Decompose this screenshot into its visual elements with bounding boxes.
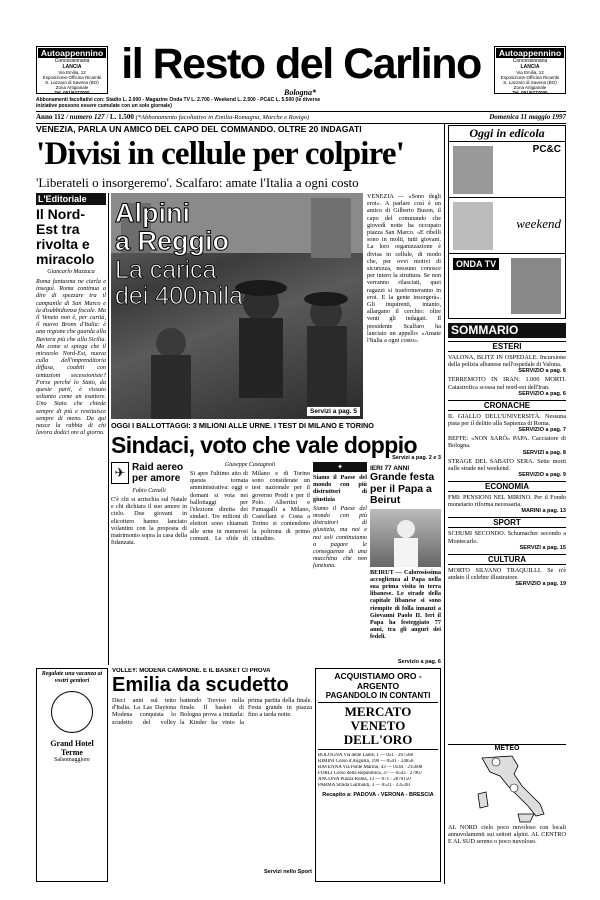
ad-right-brand: LANCIA (520, 64, 540, 70)
terme-line: vostri genitori (54, 678, 90, 684)
election-body: Si apre l'ultimo atto di questa tornata amministrativa: oggi e domani si vota nei ballottaggi per l'elezione diretta dei sindaci. Tre milioni di elettori sono chiamati alle urne in numerosi comuni. Le sfide di Milano e di Torino sono considerate un test nazionale per il governo Prodi e per il Polo. Albertini e Fumagalli a Milano, Castellani e Costa a Torino si contendono la poltrona di primo cittadino. (190, 470, 310, 542)
terme-line: Regalate una vacanza ai (41, 671, 103, 677)
election-headline: Sindaci, voto che vale doppio (111, 432, 417, 458)
sommario-item-ref: SERVIZI a pag. 15 (519, 544, 566, 551)
terme-logo (51, 691, 93, 733)
lead-body: VENEZIA — «Sono degli eroi». A parlare così è un amico di Gilberto Buson, il capo del commando che giovedì notte ha occupato piazza San Marco. «E ribelli sono in molti, tutti giovani. La loro organizzazione è divisa in cellule, di modo che, per ovvi motivi di sicurezza, nessuno conosce per intero la struttura. Se non verranno rilasciati, quei ragazzi si trasformeranno in eroi. E la gente insorgerà». Gli inquirenti, intanto, allargano il cerchio: oltre venti gli indagati. Il presidente Scalfaro ha lanciato un appello: «Amate l'Italia a ogni costo». (367, 193, 441, 345)
ad-right-line: Esposizione-Officina Ricambi (500, 75, 560, 80)
editorial (36, 193, 106, 665)
gold-store: FORLÌ Corso della Repubblica, 37 — 0543 · 27967 (318, 771, 423, 776)
issue-date: Domenica 11 maggio 1997 (489, 113, 566, 121)
issue-year: Anno 112 (36, 113, 65, 121)
volley-story (112, 668, 312, 882)
love-body: C'è chi si arrischia sul Natale e chi dichiara il suo amore in cielo. Due giovani in elicottero hanno lanciato volantini con la proposta di matrimonio sopra la casa della fidanzata. (111, 496, 187, 547)
lead-kicker: VENEZIA, PARLA UN AMICO DEL CAPO DEL COMMANDO. OLTRE 20 INDAGATI (36, 124, 362, 134)
ad-left-line: Tel. 051/6277000 (54, 90, 90, 95)
sommario-section-title: ESTERI (448, 341, 566, 352)
photo-caption-3: La carica (115, 256, 217, 284)
promo-cover (453, 146, 493, 194)
edition-city: Bologna* (283, 88, 316, 97)
subscription-line: Abbonamenti facoltativi con: Stadio L. 2.000 - Magazine Onda TV L. 2.700 - Weekend L. 2.500 - PC&C L. 5.500 (le diverse iniziative possono essere cumulate con un solo giornale) (36, 97, 321, 109)
election-story (190, 462, 310, 664)
editorial-author: Giancarlo Mazzuca (47, 269, 95, 275)
volley-body: Dieci anni sul tetto d'Italia. La Las Daytona Modena conquista lo scudetto del volley battendo Treviso nella finale. Il basket di Bologna prova a imitarla: la Kinder ha vinto la prima partita della finale. Festa grande in piazza fino a tarda notte. (112, 697, 312, 726)
sommario-item-ref: SERVIZIO a pag. 6 (518, 368, 566, 375)
promo-box (448, 125, 566, 319)
editorial-body: Roma fantasma ne ciarla e inseguì. Roma continua a dire di spezzare tra il campanile di San Marco e la disubbidienza fiscale. Ma il Veneto non è, per carità, il nuovo Bronx d'Italia: è una regione che guarda alla Baviera più che alla Sicilia. Ma come si spiega che il miracolo Nord-Est, nuova culla dell'imprenditoria diffusa, coabiti con tentazioni secessioniste? Forse perché lo Stato, da queste parti, è vissuto soltanto come un esattore. Uno Stato che chiede sempre di più e restituisce sempre di meno. Da qui nasce la rabbia di chi lavora dodici ore al giorno. (36, 278, 106, 437)
sommario-item-ref: SERVIZIO a pag. 9 (518, 472, 566, 479)
editorial-label: L'Editoriale (36, 193, 106, 205)
terme-line: Grand Hotel Terme (50, 739, 94, 757)
promo-magazine-2 (449, 198, 565, 254)
promo-item: ONDA TV (453, 258, 499, 270)
gold-store: RIMINI Corso d'Augusto, 190 — 0541 · 24856 (318, 759, 414, 764)
volley-continued: Servizi nello Sport (264, 869, 312, 875)
ad-left-line: Esposizione-Officina Ricambi (42, 75, 102, 80)
plane-icon: ✈ (111, 462, 129, 484)
promo-magazine-1 (449, 142, 565, 198)
lead-subhead: 'Liberateli o insorgeremo'. Scalfaro: amate l'Italia a ogni costo (36, 175, 359, 190)
ad-right-line: Tel. 051/6277000 (512, 90, 548, 95)
photo-caption-1: Alpini (115, 198, 190, 228)
ad-right-line: Via Emilia, 12 (516, 70, 544, 75)
lead-photo (111, 193, 363, 419)
pope-story (370, 465, 441, 665)
pasqua-body: Siamo il Paese del mondo con più distruttori di giustizia, ma noi e noi soli continuiamo a pagare le conseguenze di una macchina che non funziona. (313, 504, 367, 570)
ad-left-line: Via Emilia, 12 (58, 70, 86, 75)
issue-note: (*Abbonamento facoltativo in Emilia-Romagna, Marche e Rovigo) (135, 114, 310, 121)
sommario (448, 323, 566, 741)
ad-left-line: S. Lazzaro di Savena (BO) (45, 80, 99, 85)
sommario-item-ref: SERVIZI a pag. 8 (522, 449, 566, 456)
volley-headline: Emilia da scudetto (112, 674, 289, 696)
gold-title: MERCATO VENETO DELL'ORO (318, 702, 438, 750)
ad-terme (36, 668, 108, 882)
sommario-item: STRAGE DEL SABATO SERA. Sette morti sulle strade nel weekend. (448, 457, 566, 472)
gold-store: PARMA Strada Garibaldi, 3 — 0521 · 235361 (318, 783, 411, 788)
sommario-item: FMI: PENSIONI NEL MIRINO. Per il Fondo monetario riforma necessaria. (448, 494, 566, 509)
promo-item: weekend (516, 216, 561, 231)
ad-left-line: Zona Artigianale (55, 85, 89, 90)
ad-left-sub: Concessionaria (54, 58, 90, 64)
promo-cover (511, 258, 561, 314)
love-author: Fabio Cavalli (132, 488, 166, 494)
gold-store: RAVENNA Via Ponte Marino, 43 — 0544 · 215608 (318, 765, 423, 770)
election-author: Giuseppe Castagnoli (224, 462, 276, 468)
meteo-text: AL NORD cielo poco nuvoloso con locali annuvolamenti sui settori alpini. AL CENTRO E AL SUD sereno o poco nuvoloso. (448, 824, 566, 846)
pope-figure (370, 509, 441, 567)
promo-magazine-3 (449, 254, 565, 318)
sommario-item: IL GIALLO DELL'UNIVERSITÀ. Nessuna pista per il delitto alla Sapienza di Roma. (448, 412, 566, 428)
issue-bar: Anno 112 / numero 127 / L. 1.500 (*Abbonamento facoltativo in Emilia-Romagna, Marche e Rovigo) Domenica 11 maggio 1997 (36, 111, 566, 124)
sommario-section-title: ECONOMIA (448, 481, 566, 492)
love-story (111, 462, 187, 664)
issue-price: L. 1.500 (109, 113, 134, 121)
pope-body: BEIRUT — Calorosissima accoglienza al Papa nella sua prima visita in terra libanese. Le strade della capitale libanese si sono riempite di folla innanzi a Giovanni Paolo II. Ieri il Papa ha festeggiato 77 anni, tra gli auguri dei fedeli. (370, 568, 441, 641)
sommario-item-ref: SERVIZIO a pag. 6 (518, 390, 566, 397)
sommario-item: VALONA, BLITZ IN OSPEDALE. Incursione della polizia albanese nell'ospedale di Valona. (448, 354, 566, 369)
sommario-section-title: CULTURA (448, 554, 566, 565)
pasqua-box (313, 462, 367, 664)
promo-cover (453, 202, 493, 250)
ad-right-line: S. Lazzaro di Savena (BO) (503, 80, 557, 85)
photo-caption-4: dei 400mila (115, 282, 243, 310)
pope-continued: Servizio a pag. 6 (397, 658, 441, 665)
ad-box-left (36, 46, 108, 94)
sommario-item: SCHUMI SECONDO. Schumacher secondo a Montecarlo. (448, 530, 566, 545)
issue-number: numero 127 (69, 113, 105, 121)
lead-headline: 'Divisi in cellule per colpire' (36, 136, 405, 172)
gold-note: Recapito a: PADOVA - VERONA - BRESCIA (322, 792, 434, 798)
photo-credit: Servizi a pag. 5 (307, 407, 360, 416)
lead-continued: Servizi a pag. 2 e 3 (392, 455, 441, 461)
sommario-title: SOMMARIO (448, 323, 566, 338)
gold-sub: PAGANDOLO IN CONTANTI (325, 691, 431, 700)
gold-store: ANCONA Piazza Roma, 13 — 071 · 2070150 (318, 777, 411, 782)
newspaper-title: il Resto del Carlino (121, 40, 481, 88)
ad-right-title: Autoappennino (496, 48, 564, 58)
photo-caption-2: a Reggio (115, 226, 230, 256)
sommario-item: MORTO SILVANO TRAQUILLI. Se n'è andato il celebre illustratore. (448, 566, 566, 582)
pope-kicker: IERI 77 ANNI (370, 465, 410, 472)
promo-item: PC&C (532, 144, 561, 155)
italy-map (448, 752, 566, 824)
ad-left-title: Autoappennino (38, 48, 106, 58)
ad-right-line: Zona Artigianale (513, 85, 547, 90)
pope-headline: Grande festa per il Papa a Beirut (370, 471, 435, 506)
ad-right-sub: Concessionaria (512, 58, 548, 64)
sommario-item: BEFFE: «NON SARÒ» PAPA. Cacciatore di Bologna. (448, 435, 566, 450)
sommario-item-ref: SERVIZIO a pag. 19 (515, 581, 566, 588)
sommario-item: TERREMOTO IN IRAN: 1.000 MORTI. Catastrofica scossa nel nord-est dell'Iran. (448, 376, 566, 391)
sommario-section-title: SPORT (448, 517, 566, 528)
gold-top: ACQUISTIAMO ORO - ARGENTO (334, 671, 422, 691)
ad-box-right (494, 46, 566, 94)
election-kicker: OGGI I BALLOTTAGGI: 3 MILIONI ALLE URNE. I TEST DI MILANO E TORINO (111, 421, 374, 430)
ad-left-brand: LANCIA (62, 64, 82, 70)
ad-gold (315, 668, 441, 882)
love-title: Raid aereo per amore (132, 462, 184, 484)
sommario-sections (448, 341, 566, 587)
sommario-item-ref: MARINI a pag. 13 (521, 508, 566, 515)
terme-line: Salsomaggiore (54, 757, 90, 763)
sommario-section-title: CRONACHE (448, 400, 566, 411)
meteo-title: METEO (494, 745, 520, 752)
promo-title: Oggi in edicola (449, 126, 565, 142)
pasqua-label: ✦ (313, 462, 367, 472)
pasqua-title: Siamo il Paese del mondo con più distruttori di giustizia (313, 474, 367, 503)
volley-kicker: VOLLEY: MODENA CAMPIONE. E IL BASKET CI PROVA (112, 668, 271, 674)
meteo (448, 744, 566, 885)
pope-photo (370, 509, 441, 567)
sommario-item-ref: SERVIZIO a pag. 7 (518, 427, 566, 434)
editorial-title: Il Nord-Est tra rivolta e miracolo (36, 206, 95, 267)
gold-store: BOLOGNA Via delle Lame, 1 — 051 · 267568 (318, 753, 414, 758)
